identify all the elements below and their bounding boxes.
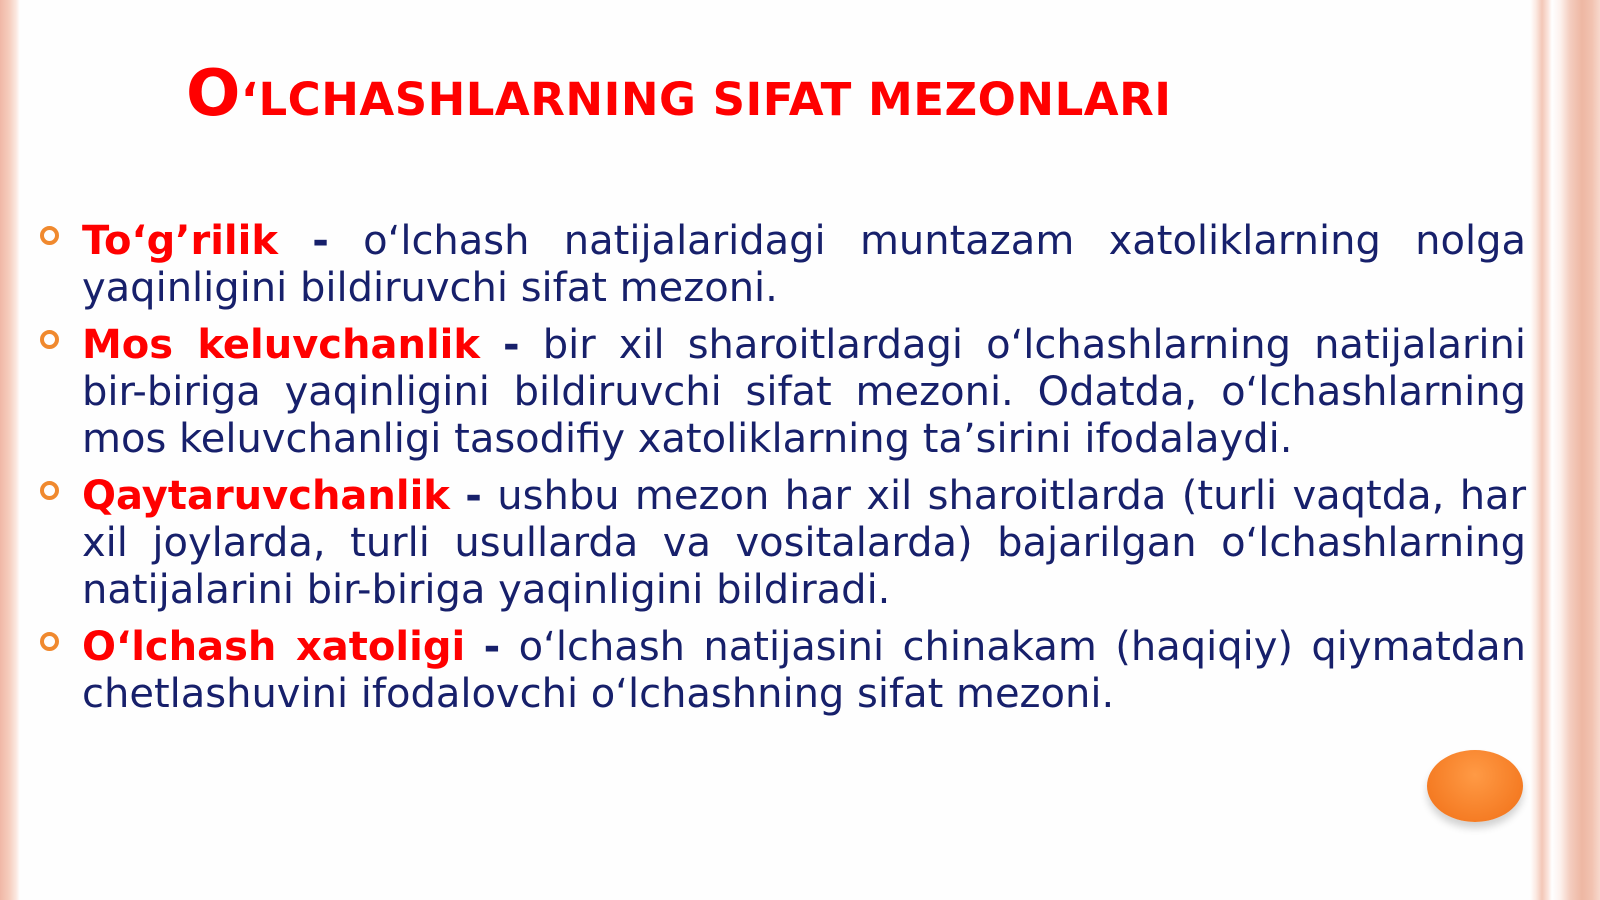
term-label: Mos keluvchanlik bbox=[82, 322, 480, 368]
left-border-decoration bbox=[0, 0, 20, 900]
dash-separator: - bbox=[465, 473, 482, 519]
definition-text: ushbu mezon har xil sharoitlarda (turli vaqtda, har xil joylarda, turli usullarda va vositalarda) bajarilgan o‘lchashlarning natijalarini bir-biriga yaqinligini bildiradi. bbox=[82, 473, 1527, 613]
term-label: To‘g’rilik bbox=[82, 218, 278, 264]
list-item bbox=[34, 218, 1526, 312]
slide-title bbox=[186, 56, 1171, 133]
orange-circle-icon bbox=[1427, 750, 1523, 822]
hollow-circle-bullet-icon bbox=[40, 632, 59, 651]
term-label: Qaytaruvchanlik bbox=[82, 473, 450, 519]
definition-text: o‘lchash natijasini chinakam (haqiqiy) qiymatdan chetlashuvini ifodalovchi o‘lchashning sifat mezoni. bbox=[82, 624, 1527, 717]
list-item bbox=[34, 473, 1526, 614]
definition-text: bir xil sharoitlardagi o‘lchashlarning natijalarini bir-biriga yaqinligini bildiruvchi sifat mezoni. Odatda, o‘lchashlarning mos keluvchanligi tasodifiy xatoliklarning ta’sirini ifodalaydi. bbox=[82, 322, 1527, 462]
hollow-circle-bullet-icon bbox=[40, 226, 59, 245]
list-item bbox=[34, 624, 1526, 718]
hollow-circle-bullet-icon bbox=[40, 330, 59, 349]
hollow-circle-bullet-icon bbox=[40, 481, 59, 500]
title-first-letter: O bbox=[186, 57, 241, 131]
title-rest: ‘LCHASHLARNING SIFAT MEZONLARI bbox=[240, 73, 1172, 126]
list-item bbox=[34, 322, 1526, 463]
dash-separator: - bbox=[483, 624, 501, 670]
dash-separator: - bbox=[503, 322, 520, 368]
term-label: O‘lchash xatoligi bbox=[82, 624, 466, 670]
right-border-decoration bbox=[1530, 0, 1600, 900]
dash-separator: - bbox=[312, 218, 329, 264]
bullet-list bbox=[34, 218, 1526, 728]
definition-text: o‘lchash natijalaridagi muntazam xatoliklarning nolga yaqinligini bildiruvchi sifat mezoni. bbox=[82, 218, 1527, 311]
